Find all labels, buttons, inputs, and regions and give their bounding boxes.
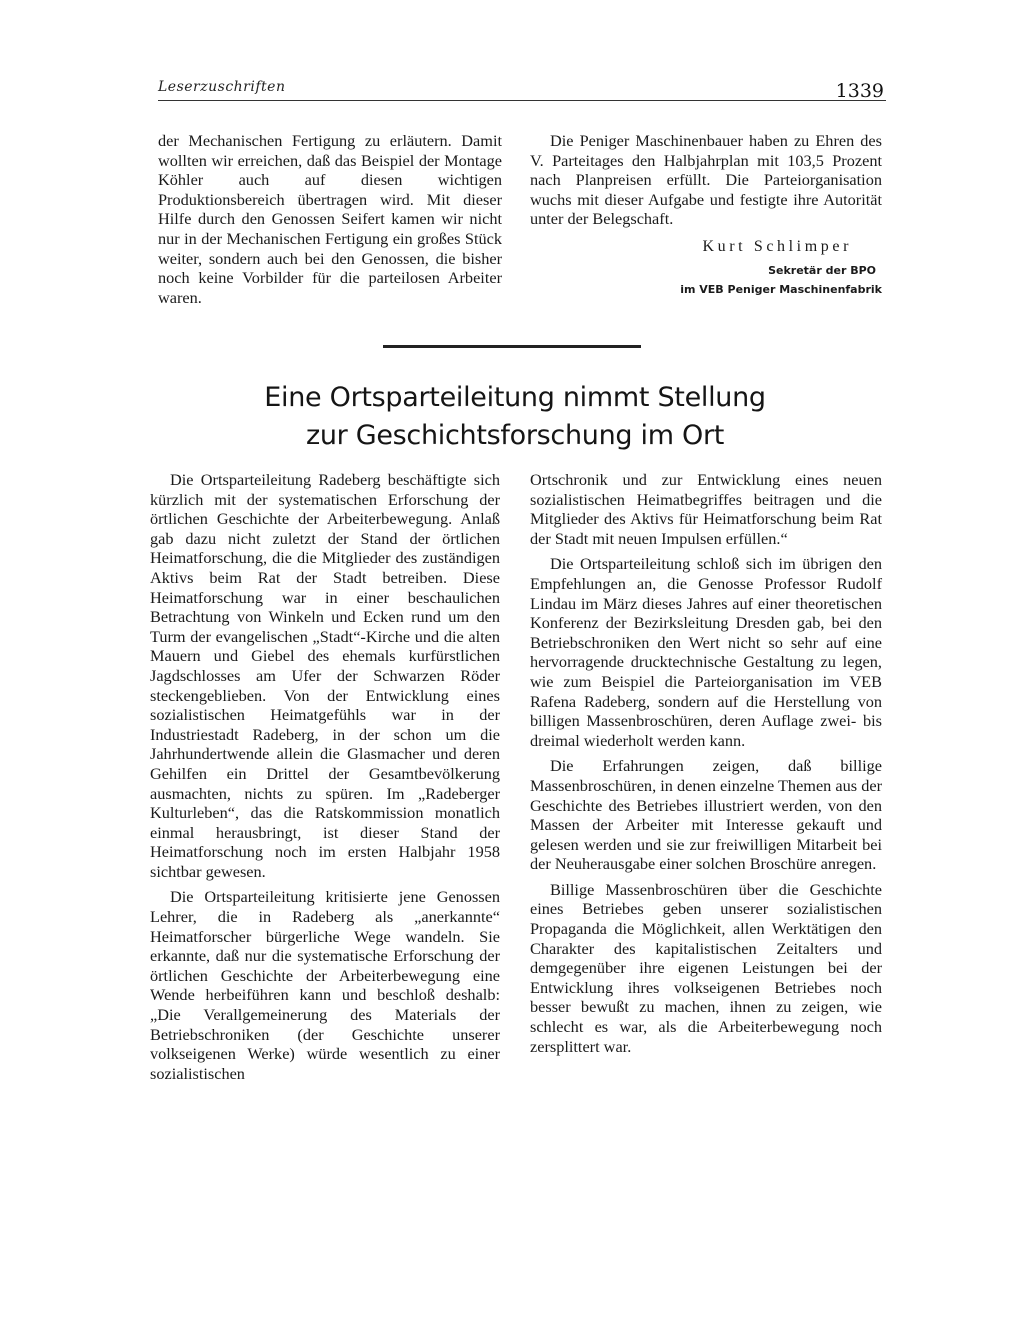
- article-left-column: [150, 470, 500, 1083]
- article-paragraph: Die Ortsparteileitung Radeberg beschäftigte sich kürzlich mit der systematischen Erforschung der örtlichen Geschichte der Arbeiterbewegung. Anlaß gab dazu nicht zuletzt der Stand der örtlichen Heimatforschung, die die Mitglieder des zuständigen Aktivs beim Rat der Stadt betreiben. Diese Heimatforschung war in einer beschaulichen Betrachtung von Winkeln und Ecken rund um den Turm der evangelischen „Stadt“-Kirche und die alten Mauern und Giebel des ehemals kurfürstlichen Jagdschlosses am Ufer der Schwarzen Röder steckengeblieben. Von der Entwicklung eines sozialistischen Heimatgefühls war in der Industriestadt Radeberg, in der schon um die Jahrhundertwende allein die Glasmacher und deren Gehilfen ein Drittel der Gesamtbevölkerung ausmachten, nichts zu spüren. Im „Radeberger Kulturleben“, das die Ratskommission monatlich einmal herausbringt, ist dieser Stand der Heimatforschung noch im ersten Halbjahr 1958 sichtbar gewesen.: [150, 470, 500, 881]
- article-paragraph: Ortschronik und zur Entwicklung eines neuen sozialistischen Heimatbegriffes beitragen und die Mitglieder des Aktivs für Heimatforschung beim Rat der Stadt mit neuen Impulsen erfüllen.“: [530, 470, 882, 548]
- running-head: Leserzuschriften: [158, 79, 286, 95]
- article-right-column: [530, 470, 882, 1056]
- letter-paragraph: Die Peniger Maschinenbauer haben zu Ehren des V. Parteitages den Halbjahrplan mit 103,5 Prozent nach Planpreisen erfüllt. Die Parteiorganisation wuchs mit dieser Aufgabe und festigte ihre Autorität unter der Belegschaft.: [530, 131, 882, 229]
- article-title-line: zur Geschichtsforschung im Ort: [305, 420, 725, 451]
- letter-paragraph: der Mechanischen Fertigung zu erläutern. Damit wollten wir erreichen, daß das Beispiel der Montage Köhler auch auf diesen wichtigen Produktionsbereich übertragen wird. Mit dieser Hilfe durch den Genossen Seifert kamen wir nicht nur in der Mechanischen Fertigung ein großes Stück weiter, sondern auch bei den Genossen, die bisher noch keine Vorbilder für die parteilosen Arbeiter waren.: [158, 131, 502, 307]
- signature-organization: im VEB Peniger Maschinenfabrik: [680, 282, 882, 296]
- signature-name: Kurt Schlimper: [702, 237, 852, 255]
- article-paragraph: Die Ortsparteileitung schloß sich im übrigen den Empfehlungen an, die Genosse Professor Rudolf Lindau im März dieses Jahres auf einer theoretischen Konferenz der Bezirksleitung Dresden gab, bei den Betriebschroniken den Wert nicht so sehr auf eine hervorragende drucktechnische Gestaltung zu legen, wie zum Beispiel die Parteiorganisation im VEB Rafena Radeberg, sondern auf die Herstellung von billigen Massenbroschüren, deren Auflage zwei- bis dreimal wiederholt werden kann.: [530, 554, 882, 750]
- section-divider: [383, 345, 641, 348]
- article-paragraph: Die Erfahrungen zeigen, daß billige Massenbroschüren, in denen einzelne Themen aus der Geschichte des Betriebes illustriert werden, von den Massen der Arbeiter mit Interesse gekauft und gelesen werden und sie zur freiwilligen Mitarbeit bei der Neuherausgabe einer solchen Broschüre anregen.: [530, 756, 882, 874]
- letter-right-column: [530, 131, 882, 299]
- signature-role: Sekretär der BPO: [768, 263, 876, 277]
- article-paragraph: Die Ortsparteileitung kritisierte jene Genossen Lehrer, die in Radeberg als „anerkannte“ Heimatforscher bürgerliche Wege wandeln. Sie erkannte, daß nur die systematische Erforschung der örtlichen Geschichte der Arbeiterbewegung eine Wende herbeiführen kann und beschloß deshalb: „Die Verallgemeinerung des Materials der Betriebschroniken (der Geschichte unserer volkseigenen Werke) würde wesentlich zu einer sozialistischen: [150, 887, 500, 1083]
- header-rule: [158, 100, 886, 101]
- letter-left-column: [158, 131, 502, 307]
- article-title: [150, 379, 880, 455]
- article-paragraph: Billige Massenbroschüren über die Geschichte eines Betriebes geben unserer sozialistischen Propaganda die Möglichkeit, allen Werktätigen den Charakter des kapitalistischen Zeitalters und demgegenüber ihre eigenen Leistungen bei der Entwicklung ihres volkseigenen Betriebes noch besser bewußt zu machen, ihnen zu zeigen, wie schlecht es war, als die Arbeiterbewegung noch zersplittert war.: [530, 879, 882, 1056]
- article-title-line: Eine Ortsparteileitung nimmt Stellung: [264, 382, 766, 413]
- page-number: 1339: [835, 80, 884, 102]
- page-header: [158, 72, 886, 112]
